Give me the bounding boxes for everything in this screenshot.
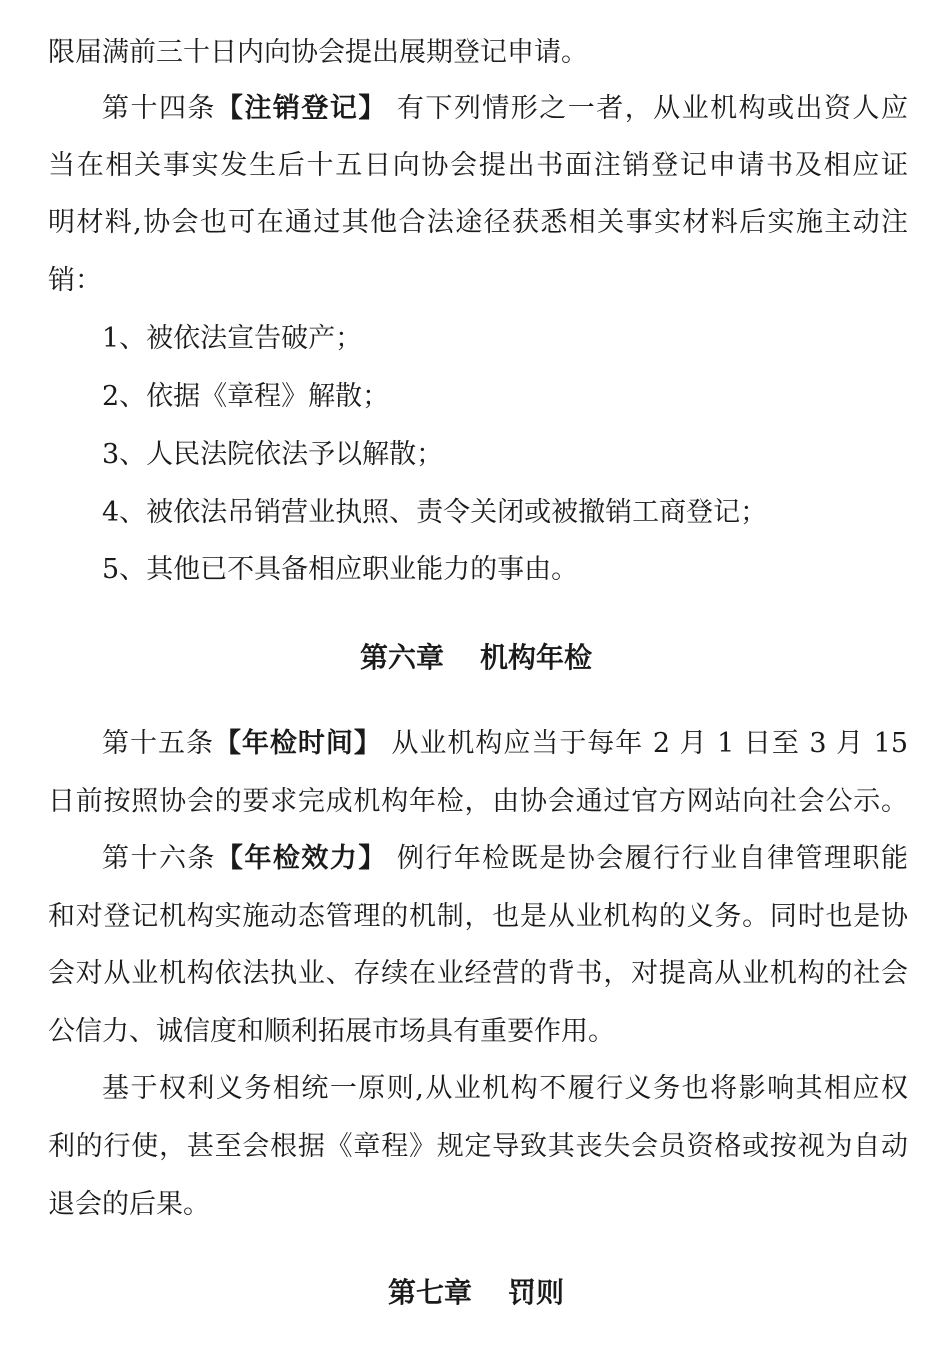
list-item: 2、依据《章程》解散； — [102, 381, 390, 412]
chapter-7-number: 第七章 — [387, 1276, 472, 1309]
article-16-line-4: 公信力、诚信度和顺利拓展市场具有重要作用。 — [48, 1016, 615, 1047]
article-14-number: 第十四条 — [102, 93, 216, 124]
list-item: 1、被依法宣告破产； — [102, 323, 363, 354]
rights-paragraph-line-3: 退会的后果。 — [48, 1189, 210, 1220]
article-14-text: 有下列情形之一者，从业机构或出资人应 — [396, 93, 908, 124]
rights-paragraph-line-1: 基于权利义务相统一原则,从业机构不履行义务也将影响其相应权 — [102, 1073, 908, 1104]
list-item: 3、人民法院依法予以解散； — [102, 439, 444, 470]
rights-paragraph-line-2: 利的行使，甚至会根据《章程》规定导致其丧失会员资格或按视为自动 — [48, 1131, 908, 1162]
chapter-6-heading — [0, 640, 952, 676]
article-14-line-3: 明材料,协会也可在通过其他合法途径获悉相关事实材料后实施主动注 — [48, 207, 908, 238]
article-16-line-2: 和对登记机构实施动态管理的机制，也是从业机构的义务。同时也是协 — [48, 901, 908, 932]
article-15-title: 【年检时间】 — [213, 728, 382, 759]
article-16-line-1 — [102, 842, 908, 876]
article-14-line-4: 销： — [48, 265, 102, 296]
article-16-line-3: 会对从业机构依法执业、存续在业经营的背书，对提高从业机构的社会 — [48, 958, 908, 989]
article-16-title: 【年检效力】 — [215, 843, 387, 874]
chapter-6-title: 机构年检 — [480, 641, 593, 674]
article-15-text: 从业机构应当于每年 2 月 1 日至 3 月 15 — [391, 728, 909, 759]
chapter-6-number: 第六章 — [359, 641, 444, 674]
article-14-line-1 — [102, 92, 908, 126]
list-item: 4、被依法吊销营业执照、责令关闭或被撤销工商登记； — [102, 497, 768, 528]
article-14-title: 【注销登记】 — [215, 93, 387, 124]
article-15-line-2: 日前按照协会的要求完成机构年检，由协会通过官方网站向社会公示。 — [48, 786, 908, 817]
article-14-line-2: 当在相关事实发生后十五日向协会提出书面注销登记申请书及相应证 — [48, 150, 908, 181]
paragraph-line: 限届满前三十日内向协会提出展期登记申请。 — [48, 37, 588, 68]
chapter-7-heading — [0, 1275, 952, 1311]
article-16-text: 例行年检既是协会履行行业自律管理职能 — [396, 843, 908, 874]
article-15-line-1 — [102, 727, 908, 761]
chapter-7-title: 罚则 — [508, 1276, 565, 1309]
article-15-number: 第十五条 — [102, 728, 214, 759]
article-16-number: 第十六条 — [102, 843, 216, 874]
list-item: 5、其他已不具备相应职业能力的事由。 — [102, 554, 579, 585]
